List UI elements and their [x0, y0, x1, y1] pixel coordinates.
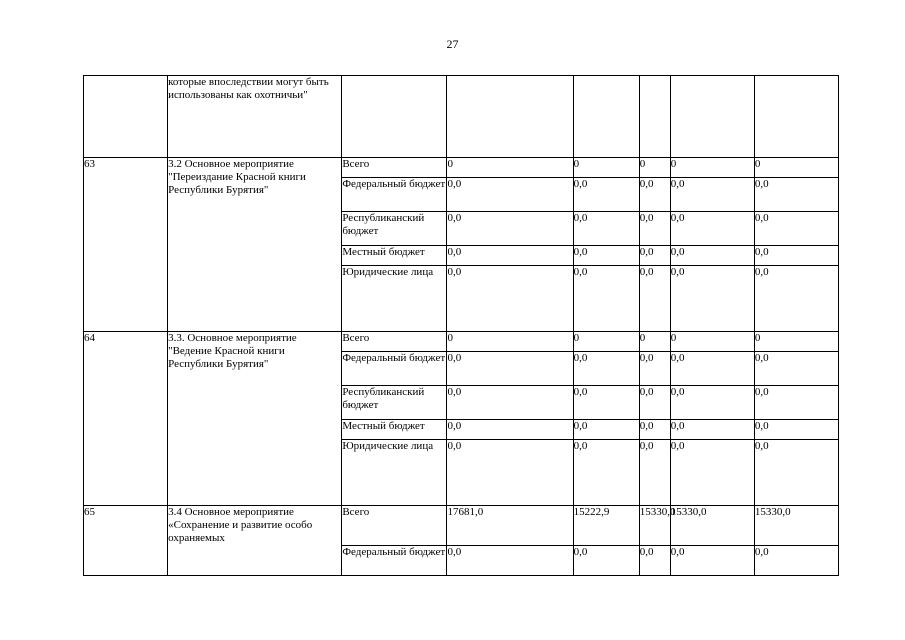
value-cell: 0,0	[670, 386, 754, 420]
value-cell: 0,0	[639, 246, 670, 266]
funding-source-cell: Федеральный бюджет	[342, 546, 447, 576]
row-number-cell: 63	[84, 158, 168, 332]
value-cell: 0,0	[447, 440, 573, 506]
funding-source-cell: Республиканский бюджет	[342, 386, 447, 420]
funding-source-cell: Всего	[342, 158, 447, 178]
activity-title-cell: 3.4 Основное мероприятие «Сохранение и развитие особо охраняемых	[168, 506, 342, 576]
funding-source-cell: Всего	[342, 332, 447, 352]
value-cell: 0,0	[573, 352, 639, 386]
budget-table	[83, 75, 839, 576]
page-number: 27	[446, 37, 459, 51]
value-cell: 0,0	[670, 178, 754, 212]
value-cell: 0,0	[670, 352, 754, 386]
value-cell: 0	[639, 332, 670, 352]
funding-source-cell: Всего	[342, 506, 447, 546]
value-cell: 0,0	[447, 352, 573, 386]
activity-title-cell: 3.2 Основное мероприятие "Переиздание Красной книги Республики Бурятия"	[168, 158, 342, 332]
value-cell: 0	[639, 158, 670, 178]
row-number-cell	[84, 76, 168, 158]
value-cell: 15330,0	[754, 506, 838, 546]
table-row	[84, 158, 839, 178]
activity-title-cell: 3.3. Основное мероприятие "Ведение Красной книги Республики Бурятия"	[168, 332, 342, 506]
value-cell: 0,0	[447, 246, 573, 266]
funding-source-cell: Федеральный бюджет	[342, 178, 447, 212]
value-cell: 0,0	[639, 212, 670, 246]
value-cell: 0,0	[670, 440, 754, 506]
value-cell: 0	[573, 158, 639, 178]
value-cell: 15330,0	[670, 506, 754, 546]
table-row	[84, 332, 839, 352]
table-row	[84, 76, 839, 158]
value-cell: 0,0	[639, 178, 670, 212]
value-cell: 0,0	[447, 212, 573, 246]
value-cell: 0,0	[447, 266, 573, 332]
value-cell	[639, 76, 670, 158]
funding-source-cell: Местный бюджет	[342, 246, 447, 266]
value-cell: 0,0	[670, 212, 754, 246]
value-cell: 0,0	[573, 266, 639, 332]
value-cell: 0,0	[754, 546, 838, 576]
value-cell: 0,0	[670, 546, 754, 576]
value-cell: 0,0	[447, 178, 573, 212]
funding-source-cell: Федеральный бюджет	[342, 352, 447, 386]
value-cell: 0,0	[670, 266, 754, 332]
value-cell: 0,0	[573, 420, 639, 440]
value-cell: 17681,0	[447, 506, 573, 546]
value-cell: 0,0	[573, 246, 639, 266]
value-cell	[447, 76, 573, 158]
value-cell: 0,0	[573, 440, 639, 506]
funding-source-cell: Юридические лица	[342, 266, 447, 332]
value-cell: 0,0	[639, 420, 670, 440]
value-cell: 0,0	[754, 178, 838, 212]
value-cell: 0	[447, 332, 573, 352]
value-cell: 15222,9	[573, 506, 639, 546]
value-cell: 0,0	[447, 386, 573, 420]
funding-source-cell	[342, 76, 447, 158]
row-number-cell: 65	[84, 506, 168, 576]
value-cell: 0,0	[754, 212, 838, 246]
value-cell: 0	[573, 332, 639, 352]
value-cell: 15330,0	[639, 506, 670, 546]
value-cell: 0,0	[573, 178, 639, 212]
row-number-cell: 64	[84, 332, 168, 506]
value-cell: 0,0	[670, 246, 754, 266]
value-cell: 0,0	[754, 386, 838, 420]
value-cell: 0,0	[639, 440, 670, 506]
funding-source-cell: Юридические лица	[342, 440, 447, 506]
value-cell: 0	[754, 332, 838, 352]
value-cell	[573, 76, 639, 158]
value-cell: 0,0	[639, 352, 670, 386]
value-cell: 0,0	[670, 420, 754, 440]
value-cell: 0,0	[573, 386, 639, 420]
value-cell: 0,0	[754, 352, 838, 386]
activity-title-cell: которые впоследствии могут быть использованы как охотничьи"	[168, 76, 342, 158]
value-cell: 0,0	[754, 246, 838, 266]
value-cell: 0,0	[639, 266, 670, 332]
value-cell: 0,0	[573, 546, 639, 576]
funding-source-cell: Республиканский бюджет	[342, 212, 447, 246]
funding-source-cell: Местный бюджет	[342, 420, 447, 440]
value-cell: 0	[447, 158, 573, 178]
value-cell: 0,0	[639, 546, 670, 576]
value-cell: 0,0	[447, 420, 573, 440]
value-cell: 0	[670, 332, 754, 352]
value-cell: 0,0	[573, 212, 639, 246]
value-cell: 0	[754, 158, 838, 178]
value-cell: 0,0	[754, 420, 838, 440]
value-cell: 0,0	[754, 440, 838, 506]
value-cell: 0,0	[639, 386, 670, 420]
value-cell	[670, 76, 754, 158]
value-cell: 0,0	[754, 266, 838, 332]
value-cell	[754, 76, 838, 158]
table-row	[84, 506, 839, 546]
value-cell: 0	[670, 158, 754, 178]
value-cell: 0,0	[447, 546, 573, 576]
